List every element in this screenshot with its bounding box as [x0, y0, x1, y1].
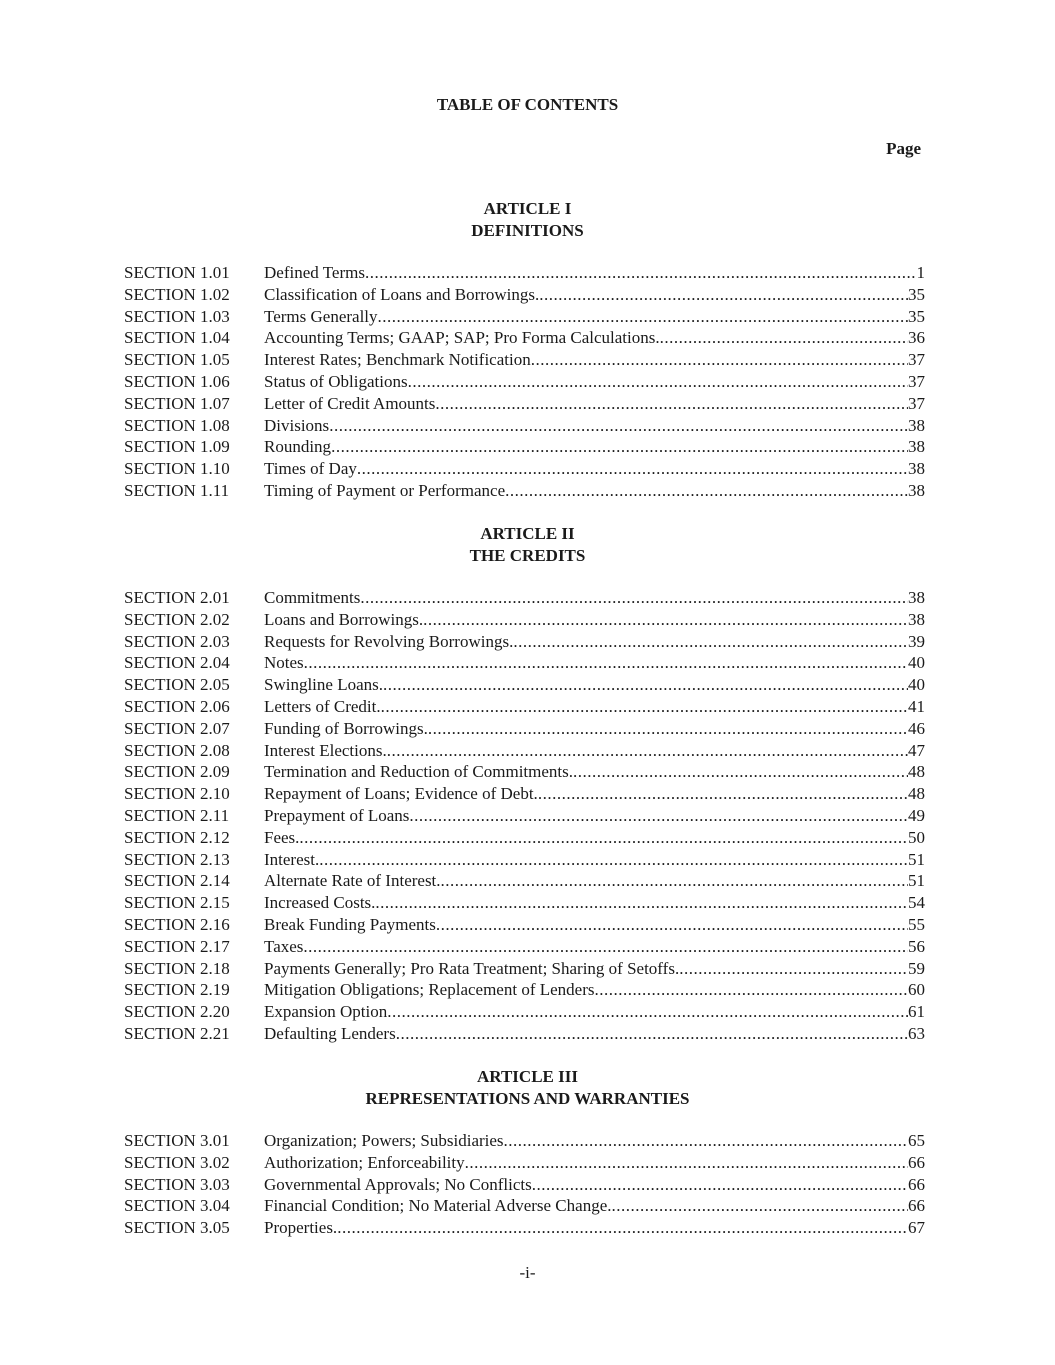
toc-entry[interactable]: [124, 1174, 925, 1196]
section-number: SECTION 3.05: [124, 1218, 230, 1238]
section-page-number: 51: [908, 849, 925, 869]
dot-leader: [679, 958, 908, 980]
dot-leader: [436, 914, 908, 936]
section-number: SECTION 2.02: [124, 609, 230, 629]
section-title: Properties.: [264, 1218, 338, 1238]
section-number: SECTION 3.01: [124, 1131, 230, 1150]
dot-leader: [408, 371, 908, 393]
toc-entry[interactable]: [124, 1023, 925, 1045]
dot-leader: [441, 870, 908, 892]
dot-leader: [513, 631, 908, 653]
section-list-article-3: [124, 1130, 925, 1239]
toc-entry[interactable]: [124, 979, 925, 1001]
section-title: Divisions: [264, 415, 330, 435]
section-title: Letter of Credit Amounts: [264, 393, 436, 413]
dot-leader: [409, 805, 908, 827]
toc-title: TABLE OF CONTENTS: [436, 95, 619, 114]
section-number: SECTION 2.04: [124, 653, 230, 673]
dot-leader: [387, 1001, 908, 1023]
section-page-number: 65: [908, 1131, 925, 1150]
section-page-number: 41: [908, 696, 925, 716]
article-name: THE CREDITS: [469, 546, 586, 565]
dot-leader: [532, 1174, 908, 1196]
section-number: SECTION 1.03: [124, 306, 230, 326]
section-page-number: 54: [908, 893, 925, 913]
section-page-number: 39: [908, 631, 925, 651]
section-page-number: 35: [908, 306, 925, 326]
dot-leader: [381, 696, 908, 718]
toc-entry[interactable]: [124, 393, 925, 415]
toc-entry[interactable]: [124, 415, 925, 437]
section-title: Requests for Revolving Borrowings.: [264, 631, 514, 651]
dot-leader: [378, 306, 908, 328]
section-title: Governmental Approvals; No Conflicts: [264, 1174, 532, 1194]
toc-entry[interactable]: [124, 1130, 925, 1152]
article-number: ARTICLE III: [477, 1067, 578, 1086]
section-page-number: 46: [908, 718, 925, 738]
toc-entry[interactable]: [124, 805, 925, 827]
section-number: SECTION 2.03: [124, 631, 230, 651]
section-page-number: 47: [908, 740, 925, 760]
section-title: Letters of Credit.: [264, 696, 381, 716]
section-number: SECTION 2.17: [124, 936, 230, 956]
section-number: SECTION 2.01: [124, 588, 230, 607]
dot-leader: [329, 415, 908, 437]
toc-entry[interactable]: [124, 892, 925, 914]
article-number: ARTICLE II: [480, 524, 575, 543]
section-page-number: 61: [908, 1002, 925, 1022]
section-list-article-2: [124, 587, 925, 1045]
section-title: Times of Day: [264, 459, 357, 479]
dot-leader: [428, 718, 908, 740]
dot-leader: [331, 436, 908, 458]
section-number: SECTION 2.10: [124, 784, 230, 804]
dot-leader: [539, 284, 908, 306]
section-number: SECTION 3.04: [124, 1196, 230, 1216]
dot-leader: [531, 349, 908, 371]
section-number: SECTION 1.10: [124, 459, 230, 479]
page-column-label: Page: [886, 139, 921, 158]
section-page-number: 50: [908, 827, 925, 847]
toc-entry[interactable]: [124, 1001, 925, 1023]
article-heading-3: [0, 1066, 1055, 1110]
section-page-number: 35: [908, 284, 925, 304]
toc-entry[interactable]: [124, 349, 925, 371]
section-title: Funding of Borrowings.: [264, 718, 428, 738]
section-number: SECTION 1.01: [124, 263, 230, 282]
toc-entry[interactable]: [124, 761, 925, 783]
section-page-number: 60: [908, 980, 925, 1000]
section-number: SECTION 1.09: [124, 437, 230, 457]
section-page-number: 56: [908, 936, 925, 956]
toc-entry[interactable]: [124, 631, 925, 653]
section-title: Organization; Powers; Subsidiaries: [264, 1131, 504, 1150]
section-number: SECTION 2.20: [124, 1002, 230, 1022]
section-page-number: 40: [908, 653, 925, 673]
section-title: Authorization; Enforceability: [264, 1152, 465, 1172]
article-heading-1: [0, 198, 1055, 242]
toc-entry[interactable]: [124, 1195, 925, 1217]
dot-leader: [299, 827, 908, 849]
dot-leader: [504, 1130, 908, 1152]
section-page-number: 55: [908, 914, 925, 934]
section-title: Timing of Payment or Performance: [264, 480, 506, 500]
section-page-number: 36: [908, 328, 925, 348]
section-title: Expansion Option: [264, 1002, 388, 1022]
dot-leader: [573, 761, 908, 783]
section-number: SECTION 1.05: [124, 350, 230, 370]
dot-leader: [365, 262, 917, 284]
section-title: Terms Generally: [264, 306, 378, 326]
article-number: ARTICLE I: [483, 199, 572, 218]
section-number: SECTION 1.02: [124, 284, 230, 304]
section-page-number: 66: [908, 1196, 925, 1216]
section-number: SECTION 2.18: [124, 958, 230, 978]
section-title: Payments Generally; Pro Rata Treatment; Sharing of Setoffs.: [264, 958, 680, 978]
section-page-number: 66: [908, 1174, 925, 1194]
section-page-number: 66: [908, 1152, 925, 1172]
section-page-number: 37: [908, 393, 925, 413]
section-title: Rounding: [264, 437, 332, 457]
section-number: SECTION 2.15: [124, 893, 230, 913]
section-title: Fees.: [264, 827, 300, 847]
page-number-footer: -i-: [519, 1263, 536, 1282]
toc-entry[interactable]: [124, 849, 925, 871]
toc-entry[interactable]: [124, 783, 925, 805]
section-number: SECTION 2.06: [124, 696, 230, 716]
dot-leader: [357, 458, 908, 480]
dot-leader: [360, 587, 908, 609]
dot-leader: [383, 674, 908, 696]
section-title: Taxes: [264, 936, 304, 956]
section-title: Interest.: [264, 849, 320, 869]
toc-entry[interactable]: [124, 914, 925, 936]
section-title: Alternate Rate of Interest.: [264, 871, 441, 891]
dot-leader: [319, 849, 908, 871]
section-title: Notes: [264, 653, 304, 673]
section-page-number: 48: [908, 784, 925, 804]
section-title: Status of Obligations: [264, 371, 408, 391]
toc-entry[interactable]: [124, 718, 925, 740]
toc-entry[interactable]: [124, 284, 925, 306]
section-number: SECTION 3.03: [124, 1174, 230, 1194]
section-title: Loans and Borrowings.: [264, 609, 424, 629]
article-name: DEFINITIONS: [471, 221, 584, 240]
toc-entry[interactable]: [124, 371, 925, 393]
section-number: SECTION 2.21: [124, 1023, 230, 1043]
toc-entry[interactable]: [124, 958, 925, 980]
section-title: Termination and Reduction of Commitments.: [264, 762, 574, 782]
toc-entry[interactable]: [124, 696, 925, 718]
section-page-number: 51: [908, 871, 925, 891]
toc-entry[interactable]: [124, 827, 925, 849]
section-title: Commitments: [264, 588, 361, 607]
dot-leader: [660, 327, 908, 349]
section-number: SECTION 2.08: [124, 740, 230, 760]
section-page-number: 38: [908, 415, 925, 435]
section-title: Defined Terms: [264, 263, 365, 282]
section-number: SECTION 2.09: [124, 762, 230, 782]
section-number: SECTION 2.13: [124, 849, 230, 869]
dot-leader: [396, 1023, 908, 1045]
section-number: SECTION 2.07: [124, 718, 230, 738]
toc-entry[interactable]: [124, 870, 925, 892]
toc-entry[interactable]: [124, 609, 925, 631]
section-page-number: 38: [908, 459, 925, 479]
toc-entry[interactable]: [124, 674, 925, 696]
section-number: SECTION 2.05: [124, 675, 230, 695]
section-page-number: 59: [908, 958, 925, 978]
section-title: Swingline Loans.: [264, 675, 383, 695]
section-page-number: 49: [908, 805, 925, 825]
section-number: SECTION 3.02: [124, 1152, 230, 1172]
toc-entry[interactable]: [124, 587, 925, 609]
dot-leader: [505, 480, 908, 502]
article-name: REPRESENTATIONS AND WARRANTIES: [365, 1089, 690, 1108]
section-page-number: 38: [908, 609, 925, 629]
toc-entry[interactable]: [124, 1152, 925, 1174]
section-number: SECTION 1.07: [124, 393, 230, 413]
toc-entry[interactable]: [124, 306, 925, 328]
section-number: SECTION 2.19: [124, 980, 230, 1000]
dot-leader: [375, 892, 908, 914]
section-list-article-1: [124, 262, 925, 502]
dot-leader: [435, 393, 908, 415]
section-title: Financial Condition; No Material Adverse Change.: [264, 1196, 612, 1216]
section-title: Interest Elections.: [264, 740, 387, 760]
toc-entry[interactable]: [124, 480, 925, 502]
section-number: SECTION 2.16: [124, 914, 230, 934]
section-page-number: 38: [908, 480, 925, 500]
section-title: Mitigation Obligations; Replacement of Lenders: [264, 980, 595, 1000]
dot-leader: [594, 979, 908, 1001]
section-page-number: 37: [908, 350, 925, 370]
toc-entry[interactable]: [124, 652, 925, 674]
section-number: SECTION 2.14: [124, 871, 230, 891]
dot-leader: [304, 652, 908, 674]
section-number: SECTION 1.08: [124, 415, 230, 435]
section-title: Defaulting Lenders: [264, 1023, 396, 1043]
section-page-number: 1: [916, 263, 925, 282]
toc-entry[interactable]: [124, 458, 925, 480]
section-title: Prepayment of Loans: [264, 805, 410, 825]
section-number: SECTION 2.12: [124, 827, 230, 847]
section-title: Increased Costs.: [264, 893, 376, 913]
section-number: SECTION 1.04: [124, 328, 230, 348]
article-heading-2: [0, 523, 1055, 567]
section-page-number: 37: [908, 371, 925, 391]
section-title: Classification of Loans and Borrowings.: [264, 284, 540, 304]
section-page-number: 67: [908, 1218, 925, 1238]
dot-leader: [423, 609, 908, 631]
toc-entry[interactable]: [124, 1217, 925, 1239]
section-title: Interest Rates; Benchmark Notification: [264, 350, 531, 370]
section-number: SECTION 1.11: [124, 480, 230, 500]
toc-entry[interactable]: [124, 740, 925, 762]
dot-leader: [337, 1217, 908, 1239]
dot-leader: [465, 1152, 908, 1174]
section-title: Break Funding Payments: [264, 914, 436, 934]
dot-leader: [538, 783, 908, 805]
dot-leader: [303, 936, 908, 958]
toc-entry[interactable]: [124, 436, 925, 458]
section-title: Accounting Terms; GAAP; SAP; Pro Forma Calculations.: [264, 328, 660, 348]
section-page-number: 38: [908, 588, 925, 607]
section-page-number: 48: [908, 762, 925, 782]
dot-leader: [387, 740, 908, 762]
section-page-number: 63: [908, 1023, 925, 1043]
toc-entry[interactable]: [124, 327, 925, 349]
section-page-number: 40: [908, 675, 925, 695]
section-page-number: 38: [908, 437, 925, 457]
section-number: SECTION 1.06: [124, 371, 230, 391]
section-title: Repayment of Loans; Evidence of Debt.: [264, 784, 538, 804]
toc-entry[interactable]: [124, 936, 925, 958]
toc-entry[interactable]: [124, 262, 925, 284]
dot-leader: [612, 1195, 909, 1217]
section-number: SECTION 2.11: [124, 805, 230, 825]
